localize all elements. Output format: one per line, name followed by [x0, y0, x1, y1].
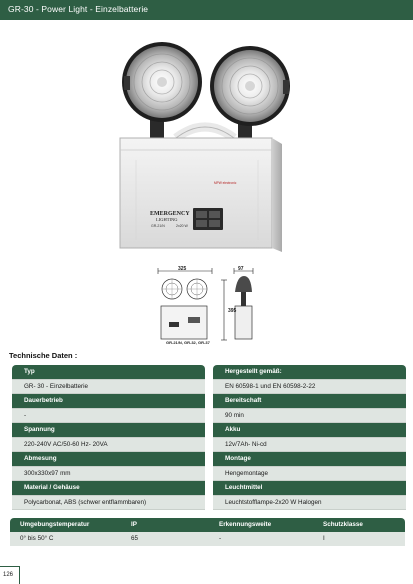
col-header: Erkennungsweite: [219, 521, 272, 528]
spec-label: Montage: [213, 452, 406, 467]
drawing-caption: GR-21/N, GR-32, GR-37: [166, 340, 210, 345]
spec-label: Spannung: [12, 423, 205, 438]
cell-value: I: [323, 535, 325, 542]
spec-value: EN 60598-1 und EN 60598-2-22: [213, 380, 406, 395]
environment-header-row: [10, 518, 405, 532]
page-number-box: [0, 566, 20, 584]
spec-table-left: [12, 365, 205, 510]
spec-value: GR- 30 - Einzelbatterie: [12, 380, 205, 395]
spec-label: Bereitschaft: [213, 394, 406, 409]
spec-value: 12v/7Ah- Ni-cd: [213, 438, 406, 453]
depth-dimension: 97: [238, 266, 244, 272]
col-header: Umgebungstemperatur: [20, 521, 90, 528]
section-heading: Technische Daten :: [9, 351, 78, 360]
spec-value: -: [12, 409, 205, 424]
panel-label-4: 2x20 W: [176, 224, 188, 228]
spec-value: 90 min: [213, 409, 406, 424]
spec-value: Leuchtstofflampe-2x20 W Halogen: [213, 496, 406, 511]
spec-value: Polycarbonat, ABS (schwer entflammbaren): [12, 496, 205, 511]
lamp-left: [122, 42, 202, 122]
page-number: 126: [3, 572, 14, 578]
height-dimension: 395: [228, 308, 237, 314]
environment-value-row: [10, 532, 405, 546]
spec-label: Leuchtmittel: [213, 481, 406, 496]
panel-label-3: GR-21/N: [151, 224, 165, 228]
spec-label: Material / Gehäuse: [12, 481, 205, 496]
spec-label: Typ: [12, 365, 205, 380]
spec-value: 220-240V AC/50-60 Hz- 20VA: [12, 438, 205, 453]
environment-table: [10, 518, 405, 546]
panel-label-1: EMERGENCY: [150, 211, 190, 217]
width-dimension: 325: [178, 266, 187, 272]
brand-mark: MPW electronic: [214, 181, 237, 185]
spec-label: Akku: [213, 423, 406, 438]
spec-label: Abmesung: [12, 452, 205, 467]
cell-value: 0° bis 50° C: [20, 535, 54, 542]
col-header: Schutzklasse: [323, 521, 363, 528]
spec-value: 300x330x97 mm: [12, 467, 205, 482]
cell-value: 65: [131, 535, 139, 542]
product-photo: [0, 20, 413, 252]
lamp-right: [210, 46, 290, 126]
spec-label: Hergestellt gemäß:: [213, 365, 406, 380]
title-bar: [0, 0, 413, 20]
spec-label: Dauerbetrieb: [12, 394, 205, 409]
cell-value: -: [219, 535, 222, 542]
spec-table-right: [213, 365, 406, 510]
col-header: IP: [131, 521, 137, 528]
page-title: GR-30 - Power Light - Einzelbatterie: [8, 4, 149, 14]
spec-value: Hengemontage: [213, 467, 406, 482]
panel-label-2: LIGHTING: [156, 217, 178, 222]
